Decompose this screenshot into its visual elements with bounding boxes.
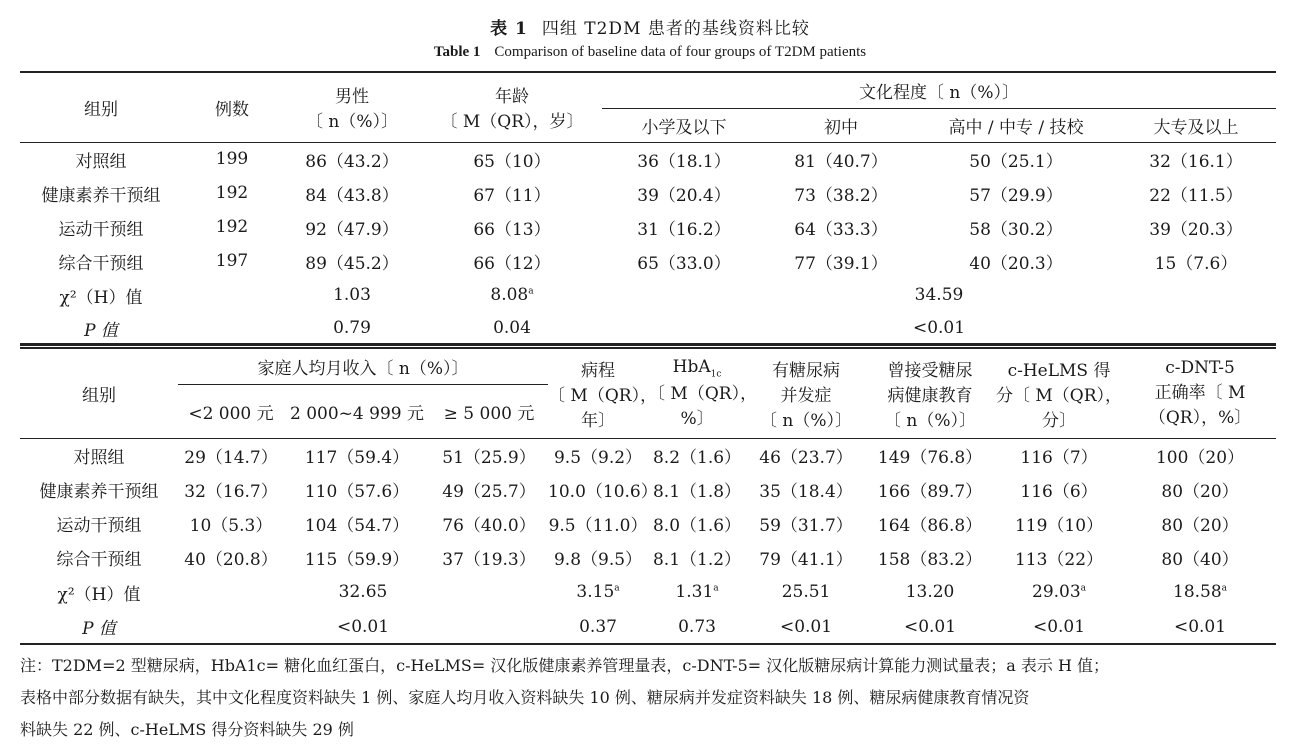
table-title-en <box>0 44 1300 61</box>
chi-label: χ²（H）值 <box>59 287 143 308</box>
cell-income-low: 29（14.7） <box>184 447 278 468</box>
cell-hba1c: 8.0（1.6） <box>652 515 742 536</box>
cell-group: 健康素养干预组 <box>41 185 161 206</box>
p-course: 0.37 <box>579 616 617 637</box>
cell-edu-junior: 81（40.7） <box>794 151 888 172</box>
header-age <box>422 72 602 142</box>
cell-income-high: 76（40.0） <box>442 515 536 536</box>
header-income: 家庭人均月收入〔 n（%）〕 <box>178 348 548 384</box>
cell-income-high: 37（19.3） <box>442 549 536 570</box>
table-row <box>20 438 1276 472</box>
cell-group: 运动干预组 <box>56 515 142 536</box>
chi-complication: 25.51 <box>781 582 831 602</box>
chi-age-sup: a <box>528 286 534 297</box>
chi-income: 32.65 <box>338 582 388 602</box>
cell-helms: 119（10） <box>1014 515 1104 536</box>
cell-income-low: 10（5.3） <box>189 515 273 536</box>
cell-age: 66（12） <box>473 253 551 274</box>
cell-edu-college: 32（16.1） <box>1149 151 1243 172</box>
cell-group: 对照组 <box>73 447 125 468</box>
chi-dnt <box>1124 574 1276 610</box>
p-health-education: <0.01 <box>903 616 957 637</box>
cell-income-high: 51（25.9） <box>442 447 536 468</box>
header-group-2: 组别 <box>20 348 178 438</box>
header-male-unit: 〔 n（%）〕 <box>305 112 398 133</box>
cell-hba1c: 8.1（1.8） <box>652 481 742 502</box>
table-row <box>20 176 1276 210</box>
cell-dnt: 80（40） <box>1161 549 1239 570</box>
header-compl-l3: 〔 n（%）〕 <box>760 410 853 431</box>
cell-income-mid: 115（59.9） <box>304 549 410 570</box>
footnote-line: 表格中部分数据有缺失，其中文化程度资料缺失 1 例、家庭人均月收入资料缺失 10 例、糖尿病并发症资料缺失 18 例、糖尿病健康教育情况资 <box>20 688 1030 707</box>
header-hba1c <box>648 348 758 438</box>
cell-income-low: 32（16.7） <box>184 481 278 502</box>
header-dnt <box>1124 348 1276 438</box>
header-course-l3: 年〕 <box>581 410 616 431</box>
table-number-cn: 表 1 <box>490 19 528 39</box>
header-complication <box>746 348 866 438</box>
baseline-table-part1 <box>20 71 1276 346</box>
cell-complication: 35（18.4） <box>759 481 853 502</box>
header-health-education <box>866 348 994 438</box>
chi-square-row <box>20 574 1276 610</box>
table-title-cn <box>0 14 1300 39</box>
cell-edu-junior: 77（39.1） <box>794 253 888 274</box>
table-row <box>20 506 1276 540</box>
table-row <box>20 244 1276 278</box>
cell-dnt: 80（20） <box>1161 481 1239 502</box>
cell-income-mid: 110（57.6） <box>304 481 410 502</box>
chi-age-value: 8.08 <box>490 285 529 305</box>
p-helms: <0.01 <box>1032 616 1086 637</box>
header-edu-primary: 小学及以下 <box>602 108 766 142</box>
p-age: 0.04 <box>493 318 531 338</box>
cell-helms: 116（7） <box>1020 447 1098 468</box>
header-edu-college: 大专及以上 <box>1116 108 1276 142</box>
cell-complication: 59（31.7） <box>759 515 853 536</box>
cell-edu-senior: 50（25.1） <box>969 151 1063 172</box>
chi-age <box>422 278 602 312</box>
header-dnt-l3: （QR），%〕 <box>1148 408 1252 429</box>
header-edu-senior: 高中 / 中专 / 技校 <box>916 108 1116 142</box>
cell-course: 9.8（9.5） <box>553 549 643 570</box>
chi-helms-value: 29.03 <box>1032 582 1081 602</box>
table-row <box>20 210 1276 244</box>
cell-income-high: 49（25.7） <box>442 481 536 502</box>
chi-hba1c <box>648 574 746 610</box>
table-row <box>20 472 1276 506</box>
header-edu-junior: 初中 <box>766 108 916 142</box>
cell-helms: 113（22） <box>1014 549 1104 570</box>
header-income-mid: 2 000~4 999 元 <box>284 384 430 438</box>
cell-course: 9.5（9.2） <box>553 447 643 468</box>
cell-complication: 46（23.7） <box>759 447 853 468</box>
cell-edu-junior: 73（38.2） <box>794 185 888 206</box>
cell-age: 65（10） <box>473 151 551 172</box>
p-hba1c: 0.73 <box>678 616 716 637</box>
table-number-en: Table 1 <box>433 44 481 60</box>
cell-edu-college: 15（7.6） <box>1154 253 1238 274</box>
cell-group: 对照组 <box>75 151 127 172</box>
header-helms-l2: 分〔 M（QR）， <box>996 385 1123 406</box>
p-male: 0.79 <box>333 318 371 338</box>
header-dnt-l1: c-DNT-5 <box>1165 358 1235 379</box>
cell-course: 10.0（10.6） <box>548 481 658 502</box>
cell-edu-primary: 65（33.0） <box>637 253 731 274</box>
cell-income-mid: 117（59.4） <box>304 447 410 468</box>
header-edu2-l3: 〔 n（%）〕 <box>884 410 977 431</box>
header-age-unit: 〔 M（QR），岁〕 <box>440 112 584 133</box>
table-title-en-text: Comparison of baseline data of four groups of T2DM patients <box>494 44 867 60</box>
header-helms-l3: 分〕 <box>1042 410 1077 431</box>
chi-helms <box>994 574 1124 610</box>
header-helms-l1: c-HeLMS 得 <box>1007 360 1111 381</box>
cell-age: 66（13） <box>473 219 551 240</box>
header-education: 文化程度〔 n（%）〕 <box>602 72 1276 108</box>
cell-hba1c: 8.1（1.2） <box>652 549 742 570</box>
cell-health-education: 166（89.7） <box>877 481 983 502</box>
cell-count: 199 <box>215 149 249 170</box>
header-hba1c-l1: HbA$_{1c}$ <box>672 357 722 380</box>
header-hba1c-l3: %〕 <box>680 409 714 430</box>
header-course-l2: 〔 M（QR）， <box>548 385 658 406</box>
p-value-row <box>20 312 1276 345</box>
cell-edu-primary: 39（20.4） <box>637 185 731 206</box>
cell-male: 84（43.8） <box>305 185 399 206</box>
header-dnt-l2: 正确率〔 M <box>1154 383 1246 404</box>
header-male <box>282 72 422 142</box>
cell-health-education: 164（86.8） <box>877 515 983 536</box>
p-dnt: <0.01 <box>1173 616 1227 637</box>
chi-hba1c-sup: a <box>713 583 719 594</box>
header-edu2-l1: 曾接受糖尿 <box>887 360 973 381</box>
cell-age: 67（11） <box>473 185 551 206</box>
chi-hba1c-value: 1.31 <box>675 582 714 602</box>
header-hba1c-l2: 〔 M（QR）， <box>648 384 758 405</box>
p-label: P 值 <box>82 619 116 639</box>
footnote-line: 料缺失 22 例、c-HeLMS 得分资料缺失 29 例 <box>20 720 354 739</box>
header-helms <box>994 348 1124 438</box>
cell-dnt: 80（20） <box>1161 515 1239 536</box>
cell-group: 健康素养干预组 <box>39 481 159 502</box>
cell-group: 综合干预组 <box>56 549 142 570</box>
cell-edu-college: 39（20.3） <box>1149 219 1243 240</box>
table-row <box>20 540 1276 574</box>
cell-dnt: 100（20） <box>1155 447 1245 468</box>
chi-health-education: 13.20 <box>905 582 955 602</box>
header-group: 组别 <box>20 72 182 142</box>
chi-dnt-sup: a <box>1221 583 1228 594</box>
header-course <box>548 348 658 438</box>
header-compl-l2: 并发症 <box>780 385 832 406</box>
chi-male: 1.03 <box>333 285 371 305</box>
cell-count: 192 <box>215 217 249 237</box>
cell-male: 92（47.9） <box>305 219 399 240</box>
p-complication: <0.01 <box>779 616 833 637</box>
header-age-label: 年龄 <box>495 87 529 108</box>
chi-helms-sup: a <box>1080 583 1087 594</box>
header-male-label: 男性 <box>335 87 369 108</box>
cell-count: 197 <box>215 251 249 271</box>
chi-dnt-value: 18.58 <box>1173 582 1222 602</box>
cell-edu-senior: 58（30.2） <box>969 219 1063 240</box>
chi-course-value: 3.15 <box>576 582 615 602</box>
cell-complication: 79（41.1） <box>759 549 853 570</box>
cell-helms: 116（6） <box>1020 481 1098 502</box>
cell-health-education: 158（83.2） <box>877 549 983 570</box>
cell-group: 运动干预组 <box>58 219 144 240</box>
cell-edu-senior: 57（29.9） <box>969 185 1063 206</box>
cell-edu-senior: 40（20.3） <box>969 253 1063 274</box>
cell-count: 192 <box>215 183 249 203</box>
p-value-row <box>20 610 1276 644</box>
footnote-line: 注：T2DM=2 型糖尿病，HbA1c= 糖化血红蛋白，c-HeLMS= 汉化版健康素养管理量表，c-DNT-5= 汉化版糖尿病计算能力测试量表；a 表示 H 值； <box>20 656 1110 675</box>
cell-edu-primary: 31（16.2） <box>637 219 731 240</box>
cell-edu-college: 22（11.5） <box>1149 185 1243 206</box>
chi-edu: 34.59 <box>914 285 964 305</box>
header-compl-l1: 有糖尿病 <box>772 360 841 381</box>
cell-health-education: 149（76.8） <box>877 447 983 468</box>
chi-course <box>548 574 648 610</box>
p-label: P 值 <box>84 320 118 341</box>
cell-male: 89（45.2） <box>305 253 399 274</box>
cell-edu-junior: 64（33.3） <box>794 219 888 240</box>
baseline-table-part2 <box>20 347 1276 645</box>
header-income-high: ≥ 5 000 元 <box>430 384 548 438</box>
header-income-low: <2 000 元 <box>178 384 284 438</box>
chi-label: χ²（H）值 <box>57 584 141 605</box>
cell-group: 综合干预组 <box>58 253 144 274</box>
table-footnote <box>20 650 1278 746</box>
cell-income-low: 40（20.8） <box>184 549 278 570</box>
chi-course-sup: a <box>614 583 620 594</box>
table-title-cn-text: 四组 T2DM 患者的基线资料比较 <box>541 19 810 39</box>
cell-male: 86（43.2） <box>305 151 399 172</box>
cell-course: 9.5（11.0） <box>548 515 648 536</box>
header-edu2-l2: 病健康教育 <box>887 385 973 406</box>
table-separator <box>20 343 1276 344</box>
header-count: 例数 <box>182 72 282 142</box>
header-course-l1: 病程 <box>581 360 616 381</box>
cell-edu-primary: 36（18.1） <box>637 151 731 172</box>
cell-income-mid: 104（54.7） <box>304 515 410 536</box>
table-row <box>20 142 1276 176</box>
p-income: <0.01 <box>336 616 390 637</box>
p-edu: <0.01 <box>912 318 966 338</box>
chi-square-row <box>20 278 1276 312</box>
cell-hba1c: 8.2（1.6） <box>652 447 742 468</box>
